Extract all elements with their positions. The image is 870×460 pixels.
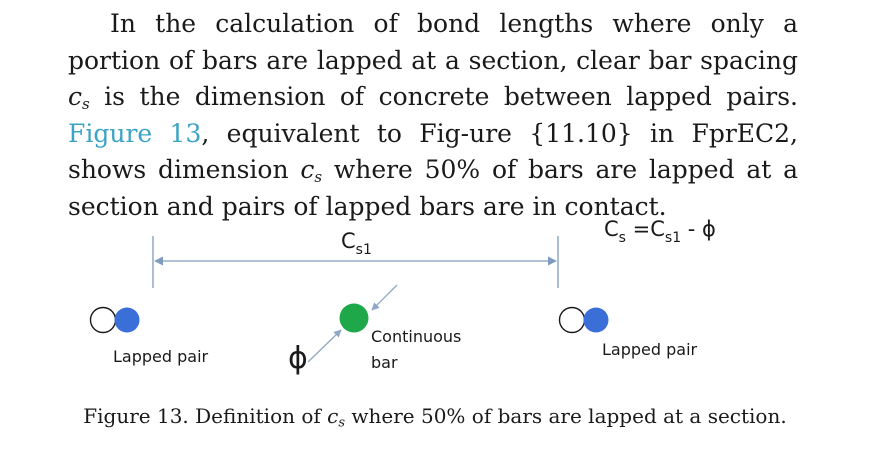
dim-label-sub: s1	[355, 242, 372, 258]
figure-caption	[0, 400, 870, 432]
caption-prefix: Figure 13. Definition of	[83, 404, 328, 428]
symbol-cs-sub: s	[82, 94, 90, 113]
symbol-cs-2	[300, 155, 322, 184]
caption-symbol-sub: s	[338, 415, 346, 431]
paragraph-text-2: is the dimension of concrete between lapped pairs.	[89, 82, 798, 111]
lapped-bar-right-filled	[584, 308, 609, 333]
label-continuous-bar-line1: Continuous	[371, 327, 462, 346]
formula-mid-sub: s1	[664, 230, 682, 246]
formula-cs	[604, 217, 716, 246]
label-lapped-pair-left: Lapped pair	[113, 347, 209, 366]
formula-c: C	[604, 217, 619, 241]
paragraph-text-3: , equivalent to Fig-ure {11.10} in FprEC2, shows dimension	[68, 118, 799, 184]
dimension-label-cs1	[341, 229, 372, 258]
paragraph-text-1: In the calculation of bond lengths where only a portion of bars are lapped at a section, clear bar spacing	[68, 9, 798, 75]
phi-symbol: ϕ	[288, 341, 308, 376]
figure-13-link[interactable]: Figure 13	[68, 118, 202, 148]
lapped-bar-right-outline	[560, 308, 585, 333]
formula-c-sub: s	[618, 230, 626, 246]
caption-symbol-cs	[327, 404, 346, 431]
caption-suffix: where 50% of bars are lapped at a section.	[345, 404, 787, 428]
paragraph-text-4: where 50% of bars are lapped at a section and pairs of lapped bars are in contact.	[68, 155, 798, 221]
symbol-cs-2-sub: s	[314, 167, 323, 186]
lapped-bar-left-outline	[91, 308, 116, 333]
lap-diagram	[0, 190, 870, 400]
symbol-cs-2-base: c	[300, 155, 315, 184]
formula-mid: =C	[625, 217, 665, 241]
continuous-bar	[340, 304, 369, 333]
lapped-bar-left-filled	[115, 308, 140, 333]
caption-symbol-base: c	[327, 404, 339, 428]
label-lapped-pair-right: Lapped pair	[602, 340, 698, 359]
symbol-cs	[68, 82, 90, 111]
diameter-pointer-upper	[372, 285, 397, 310]
dim-label-base: C	[341, 229, 356, 253]
symbol-cs-base: c	[68, 82, 83, 111]
formula-end: - ϕ	[681, 217, 716, 241]
diameter-pointer-lower	[308, 330, 341, 362]
label-continuous-bar-line2: bar	[371, 353, 398, 372]
